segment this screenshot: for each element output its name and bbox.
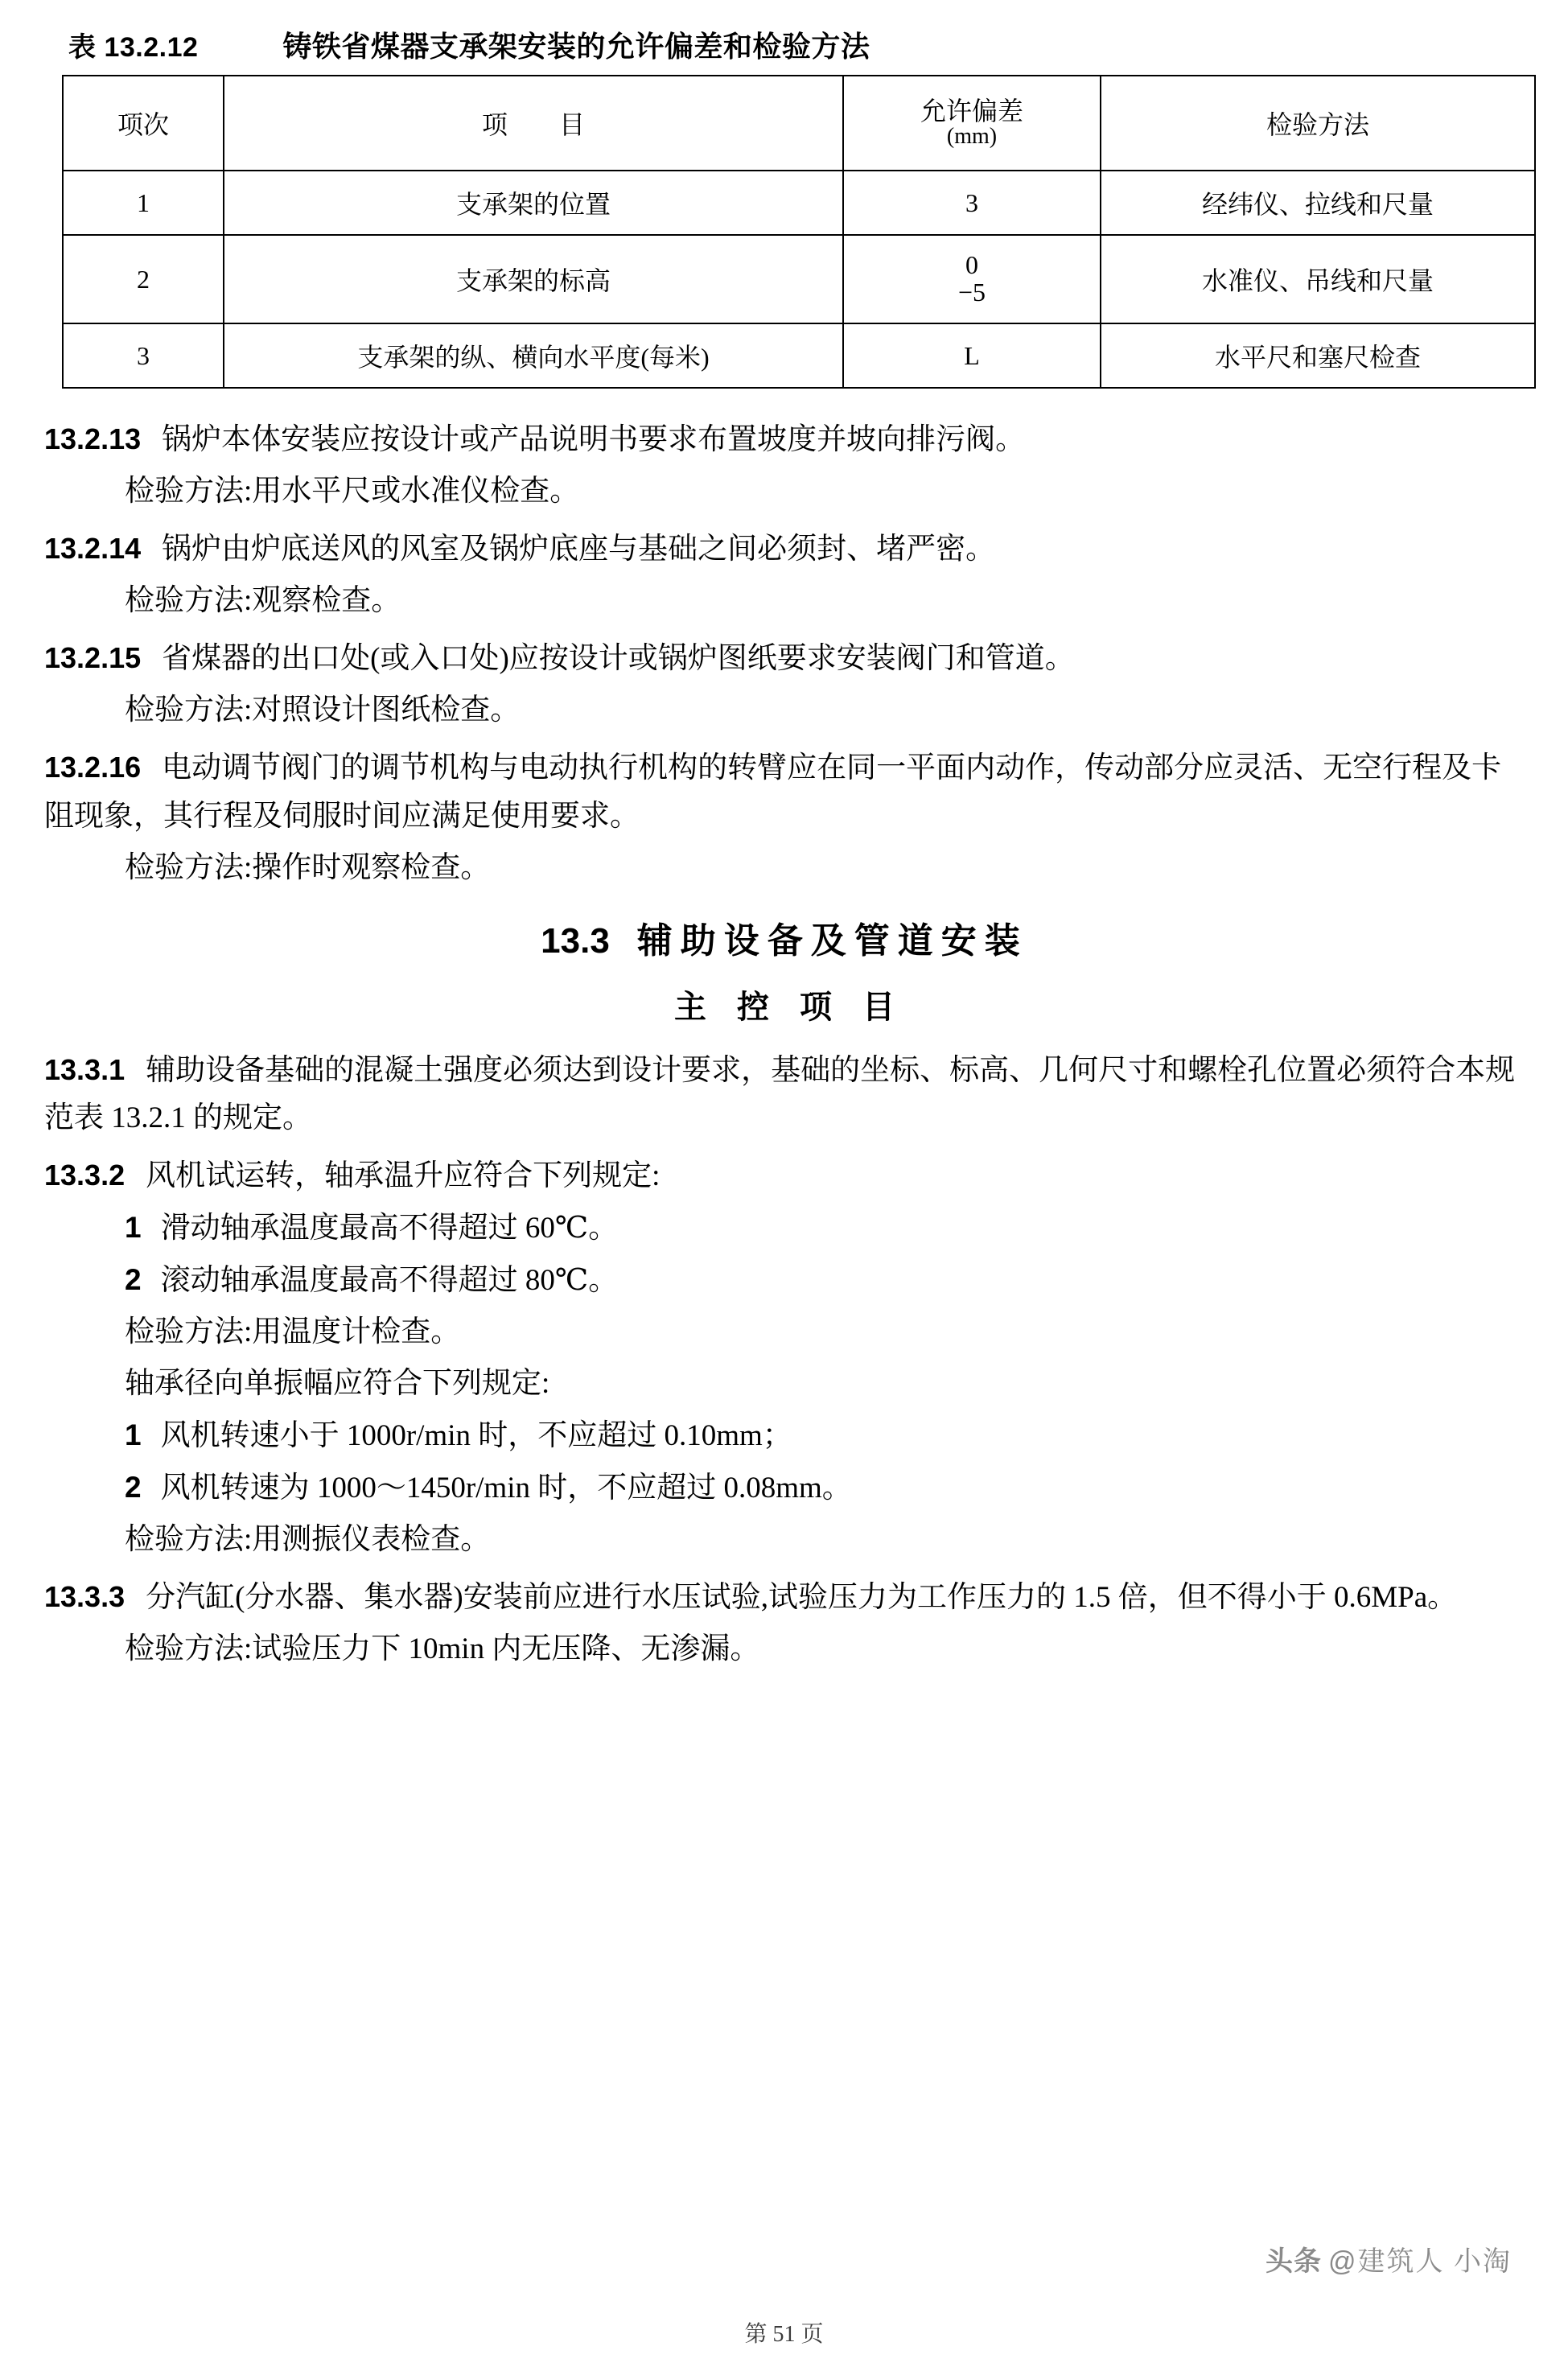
item-text: 滑动轴承温度最高不得超过 60℃。 xyxy=(160,1212,619,1245)
table-caption-number: 表 13.2.12 xyxy=(68,32,199,63)
clause-text: 分汽缸(分水器、集水器)安装前应进行水压试验,试验压力为工作压力的 1.5 倍，但不得小于 0.6MPa。 xyxy=(146,1580,1458,1614)
clause-13-2-15-method: 检验方法:对照设计图纸检查。 xyxy=(125,693,521,727)
table-row xyxy=(63,171,1535,235)
clause-number: 13.3.3 xyxy=(44,1579,126,1613)
clause-text: 风机试运转，轴承温升应符合下列规定: xyxy=(146,1159,661,1193)
section-heading xyxy=(44,912,1525,969)
cell-tolerance: 3 xyxy=(843,171,1101,235)
clause-13-3-2-item-2 xyxy=(125,1256,1525,1305)
item-text: 风机转速小于 1000r/min 时，不应超过 0.10mm； xyxy=(160,1419,792,1453)
cell-item: 支承架的标高 xyxy=(224,235,843,323)
cell-item: 支承架的位置 xyxy=(224,171,843,235)
item-text: 滚动轴承温度最高不得超过 80℃。 xyxy=(160,1264,619,1298)
item-number: 2 xyxy=(125,1471,142,1504)
clause-number: 13.3.2 xyxy=(44,1159,126,1192)
clause-13-2-16-method: 检验方法:操作时观察检查。 xyxy=(125,850,491,884)
cell-tolerance-upper: 0 xyxy=(965,250,978,280)
clause-13-2-15 xyxy=(44,635,1525,683)
table-header-row xyxy=(63,76,1535,171)
table-row xyxy=(63,235,1535,323)
table-header xyxy=(63,76,1535,171)
cell-method: 水准仪、吊线和尺量 xyxy=(1101,235,1535,323)
clause-13-3-3-method: 检验方法:试验压力下 10min 内无压降、无渗漏。 xyxy=(125,1632,760,1665)
clause-13-2-14 xyxy=(44,525,1525,574)
item-text: 风机转速为 1000～1450r/min 时，不应超过 0.08mm。 xyxy=(160,1472,852,1505)
cell-method: 经纬仪、拉线和尺量 xyxy=(1101,171,1535,235)
table-caption xyxy=(44,24,1525,65)
page-content xyxy=(44,24,1525,1677)
section-title: 辅助设备及管道安装 xyxy=(636,921,1028,961)
clause-13-2-13-method: 检验方法:用水平尺或水准仪检查。 xyxy=(125,474,580,508)
clause-text: 锅炉本体安装应按设计或产品说明书要求布置坡度并坡向排污阀。 xyxy=(162,423,1026,456)
table-row xyxy=(63,323,1535,388)
clause-number: 13.2.13 xyxy=(44,422,142,455)
header-cell-method: 检验方法 xyxy=(1101,76,1535,171)
header-tolerance-unit: (mm) xyxy=(946,124,998,150)
header-cell-item: 项 目 xyxy=(224,76,843,171)
clause-13-2-13 xyxy=(44,416,1525,464)
table-caption-title: 铸铁省煤器支承架安装的允许偏差和检验方法 xyxy=(282,31,870,63)
clause-number: 13.3.1 xyxy=(44,1052,126,1086)
clause-13-3-2-method-2: 检验方法:用测振仪表检查。 xyxy=(125,1522,491,1556)
deviation-table xyxy=(62,75,1536,389)
clause-text: 省煤器的出口处(或入口处)应按设计或锅炉图纸要求安装阀门和管道。 xyxy=(162,641,1075,675)
watermark xyxy=(1266,2239,1512,2278)
header-cell-index: 项次 xyxy=(63,76,224,171)
clause-13-3-2-item-1 xyxy=(125,1204,1525,1253)
clause-13-2-16 xyxy=(44,744,1525,841)
watermark-text: @建筑人 小淘 xyxy=(1328,2246,1512,2277)
clause-text: 辅助设备基础的混凝土强度必须达到设计要求，基础的坐标、标高、几何尺寸和螺栓孔位置必须符合本规范表 13.2.1 的规定。 xyxy=(44,1053,1516,1135)
item-number: 2 xyxy=(125,1263,142,1297)
clause-13-3-1 xyxy=(44,1047,1525,1143)
item-number: 1 xyxy=(125,1418,142,1452)
clause-text: 锅炉由炉底送风的风室及锅炉底座与基础之间必须封、堵严密。 xyxy=(162,532,996,566)
header-cell-tolerance xyxy=(843,76,1101,171)
cell-index: 2 xyxy=(63,235,224,323)
clause-13-3-2-method-1: 检验方法:用温度计检查。 xyxy=(125,1315,461,1349)
subsection-heading: 主 控 项 目 xyxy=(674,988,906,1025)
clause-13-2-14-method: 检验方法:观察检查。 xyxy=(125,583,401,617)
header-tolerance-line1: 允许偏差 xyxy=(920,96,1023,126)
cell-index: 3 xyxy=(63,323,224,388)
clause-13-3-2 xyxy=(44,1152,1525,1200)
clause-number: 13.2.14 xyxy=(44,531,142,565)
clause-13-3-3 xyxy=(44,1574,1525,1622)
cell-tolerance: L xyxy=(843,323,1101,388)
cell-index: 1 xyxy=(63,171,224,235)
table-body xyxy=(63,171,1535,388)
cell-item: 支承架的纵、横向水平度(每米) xyxy=(224,323,843,388)
item-number: 1 xyxy=(125,1211,142,1245)
cell-tolerance xyxy=(843,235,1101,323)
page-number: 第 51 页 xyxy=(744,2322,824,2347)
clause-number: 13.2.15 xyxy=(44,640,142,674)
body-text xyxy=(44,416,1525,1673)
cell-method: 水平尺和塞尺检查 xyxy=(1101,323,1535,388)
clause-13-3-2-item2-2 xyxy=(125,1463,1525,1513)
section-number: 13.3 xyxy=(541,921,610,961)
watermark-logo: 头条 xyxy=(1266,2246,1323,2277)
clause-13-3-2-item2-1 xyxy=(125,1411,1525,1460)
clause-number: 13.2.16 xyxy=(44,750,142,784)
clause-13-3-2-lead-2: 轴承径向单振幅应符合下列规定: xyxy=(125,1367,550,1401)
clause-text: 电动调节阀门的调节机构与电动执行机构的转臂应在同一平面内动作，传动部分应灵活、无空行程及卡阻现象，其行程及伺服时间应满足使用要求。 xyxy=(44,751,1502,833)
cell-tolerance-lower: −5 xyxy=(957,278,986,307)
